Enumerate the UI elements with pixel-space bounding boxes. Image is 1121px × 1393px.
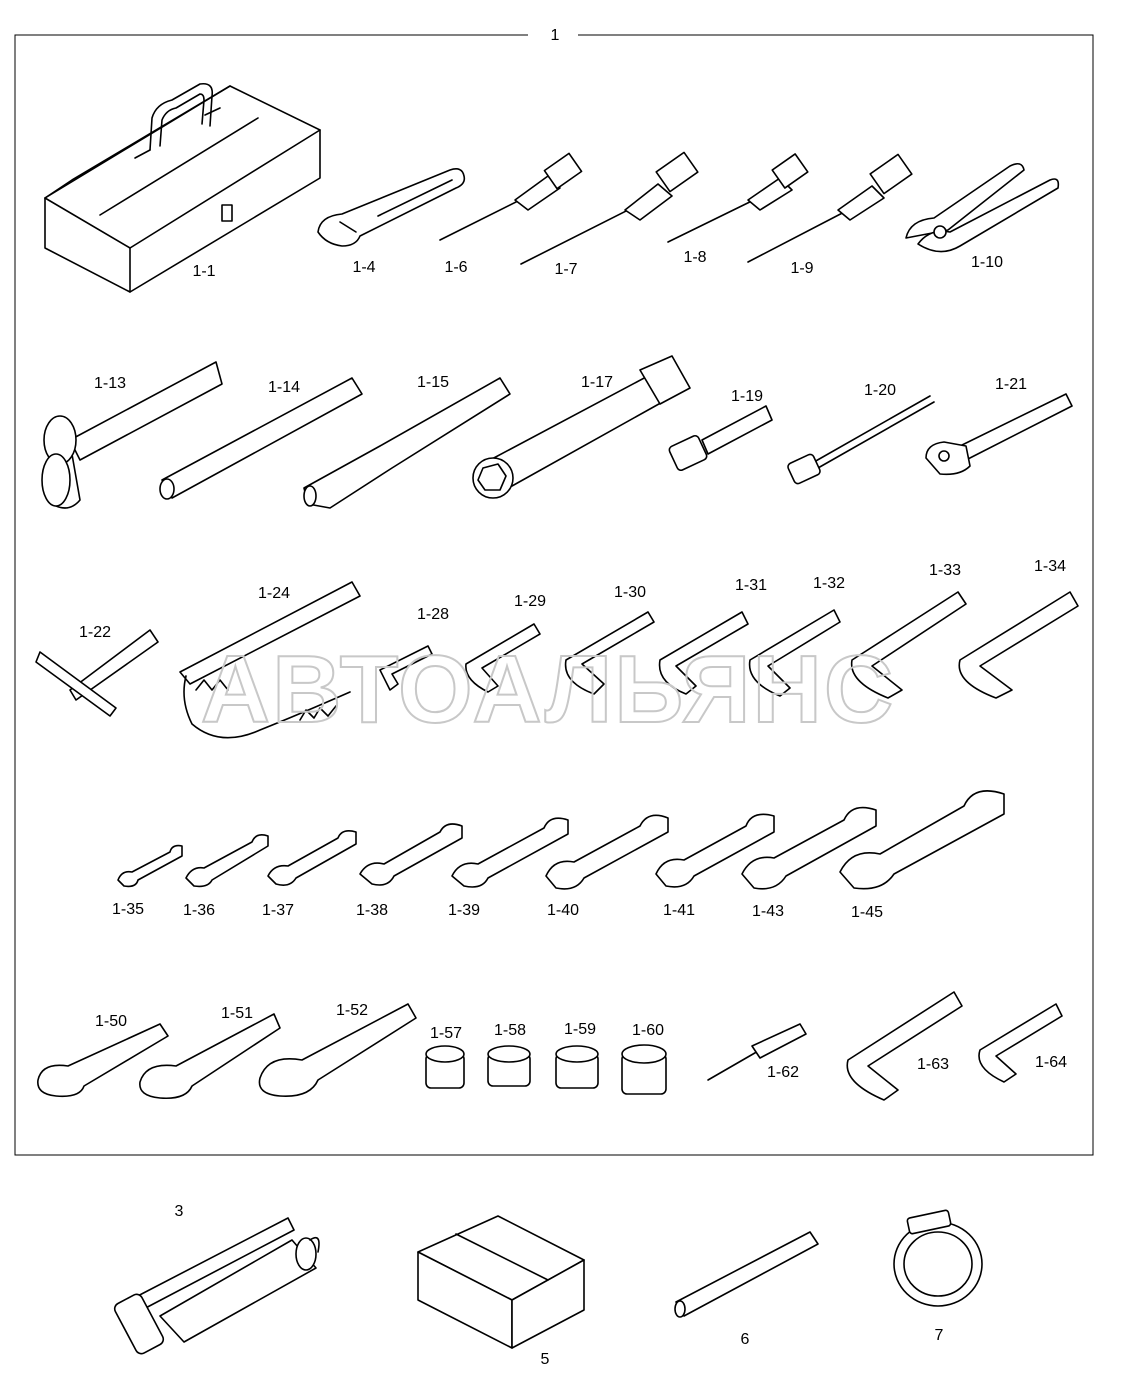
- open-end-wrench-icon: [186, 835, 268, 887]
- rod-icon: [675, 1232, 818, 1317]
- part-label: 1-41: [662, 902, 696, 919]
- t-handle-icon: [36, 630, 158, 716]
- part-label: 1-13: [93, 375, 127, 392]
- part-label: 1-33: [928, 562, 962, 579]
- part-label: 1-64: [1034, 1054, 1068, 1071]
- part-label: 1-37: [261, 902, 295, 919]
- part-label: 1-58: [493, 1022, 527, 1039]
- part-label: 1-43: [751, 903, 785, 920]
- part-label: 1-35: [111, 901, 145, 918]
- part-label: 1-29: [513, 593, 547, 610]
- part-label: 1-40: [546, 902, 580, 919]
- hex-key-icon: [847, 992, 962, 1100]
- pliers-icon: [906, 164, 1058, 252]
- part-label: 1-22: [78, 624, 112, 641]
- grease-gun-icon: [113, 1218, 319, 1356]
- screwdriver-icon: [440, 153, 582, 240]
- open-end-wrench-icon: [118, 846, 182, 887]
- part-label: 1-24: [257, 585, 291, 602]
- part-label: 1-6: [444, 259, 468, 276]
- part-label: 1-28: [416, 606, 450, 623]
- part-label: 1-19: [730, 388, 764, 405]
- box-icon: [418, 1216, 584, 1348]
- watermark: АВТОАЛЬЯНС: [200, 636, 896, 743]
- part-label: 1-17: [580, 374, 614, 391]
- part-label: 1-59: [563, 1021, 597, 1038]
- socket-icon: [556, 1046, 598, 1088]
- part-label: 1-50: [94, 1013, 128, 1030]
- toolbox-icon: [45, 84, 320, 292]
- part-label: 1-15: [416, 374, 450, 391]
- socket-icon: [622, 1045, 666, 1094]
- part-label: 1-10: [970, 254, 1004, 271]
- part-label: 1-38: [355, 902, 389, 919]
- part-label: 1-34: [1033, 558, 1067, 575]
- open-end-wrench-icon: [840, 791, 1004, 889]
- socket-extension-icon: [787, 396, 934, 485]
- part-label: 1-1: [192, 263, 216, 280]
- open-end-wrench-icon: [360, 824, 462, 885]
- part-label: 1-62: [766, 1064, 800, 1081]
- part-label: 1-52: [335, 1002, 369, 1019]
- frame-label: 1: [550, 27, 560, 44]
- part-label: 1-7: [554, 261, 578, 278]
- socket-extension-icon: [668, 406, 772, 472]
- hose-clamp-icon: [894, 1210, 982, 1306]
- part-label: 5: [540, 1351, 550, 1368]
- part-label: 6: [740, 1331, 750, 1348]
- part-label: 1-45: [850, 904, 884, 921]
- open-end-wrench-icon: [268, 831, 356, 885]
- part-label: 1-32: [812, 575, 846, 592]
- part-label: 1-36: [182, 902, 216, 919]
- part-label: 1-39: [447, 902, 481, 919]
- part-label: 1-57: [429, 1025, 463, 1042]
- part-label: 1-51: [220, 1005, 254, 1022]
- socket-icon: [488, 1046, 530, 1086]
- hex-key-icon: [959, 592, 1078, 698]
- part-label: 1-4: [352, 259, 376, 276]
- part-label: 1-9: [790, 260, 814, 277]
- ratchet-icon: [926, 394, 1072, 474]
- adjustable-wrench-icon: [318, 169, 464, 246]
- part-label: 1-63: [916, 1056, 950, 1073]
- part-label: 1-60: [631, 1022, 665, 1039]
- socket-icon: [426, 1046, 464, 1088]
- part-label: 1-31: [734, 577, 768, 594]
- part-label: 1-20: [863, 382, 897, 399]
- part-label: 1-21: [994, 376, 1028, 393]
- part-label: 1-8: [683, 249, 707, 266]
- part-label: 7: [934, 1327, 944, 1344]
- part-label: 1-30: [613, 584, 647, 601]
- part-label: 1-14: [267, 379, 301, 396]
- part-label: 3: [174, 1203, 184, 1220]
